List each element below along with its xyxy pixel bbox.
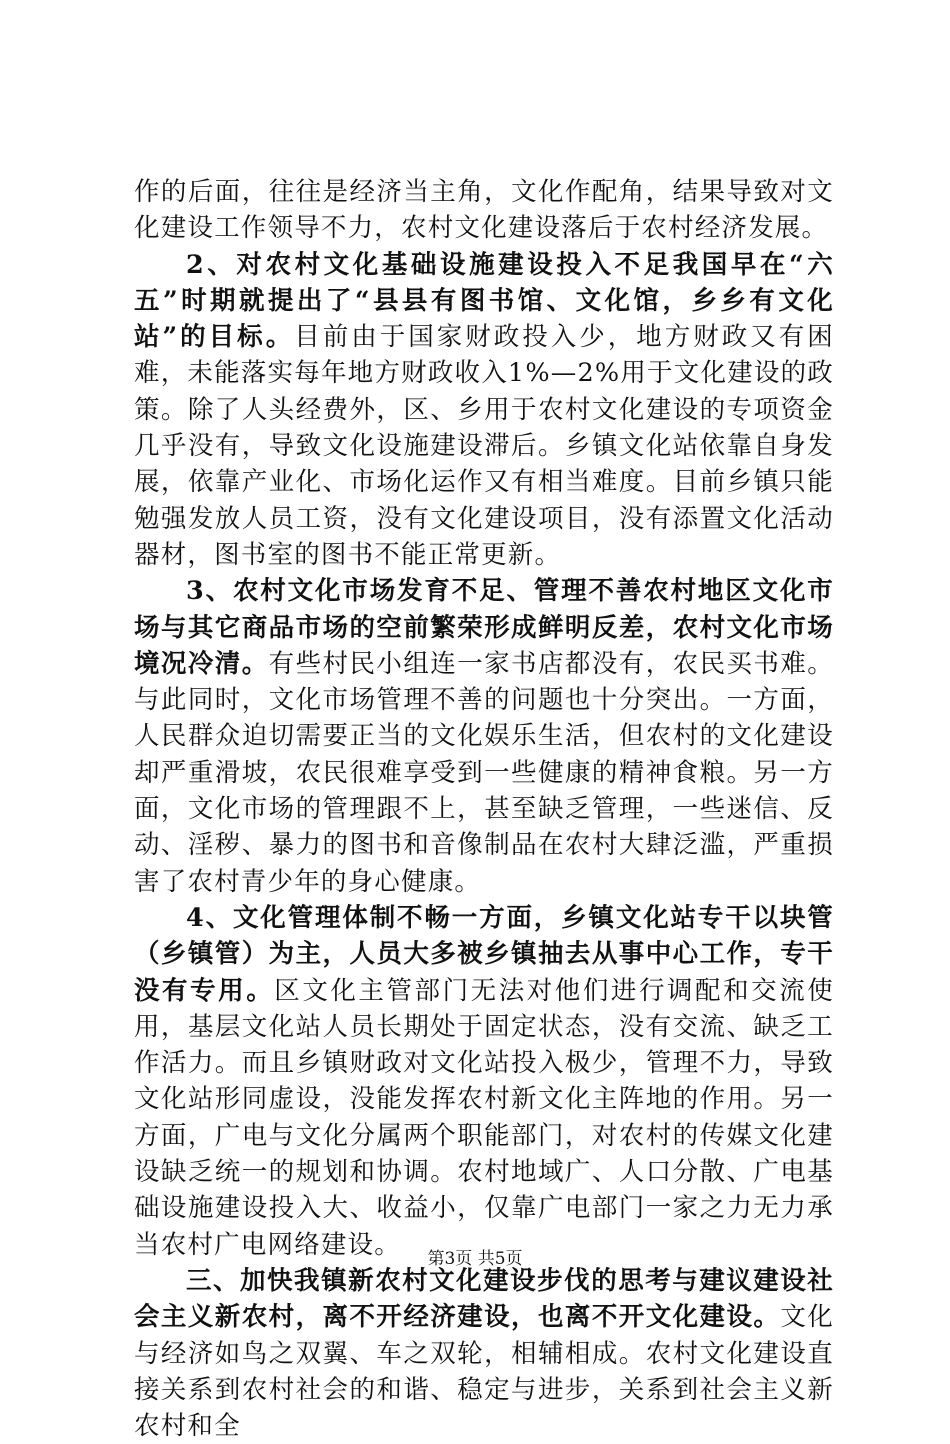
paragraph-5 — [134, 1263, 834, 1444]
paragraph-3-text: 有些村民小组连一家书店都没有，农民买书难。与此同时，文化市场管理不善的问题也十分突出。一方面，人民群众迫切需要正当的文化娱乐生活，但农村的文化建设却严重滑坡，农民很难享受到一些健康的精神食粮。另一方面，文化市场的管理跟不上，甚至缺乏管理，一些迷信、反动、淫秽、暴力的图书和音像制品在农村大肆泛滥，严重损害了农村青少年的身心健康。 — [134, 648, 834, 897]
paragraph-4-text: 区文化主管部门无法对他们进行调配和交流使用，基层文化站人员长期处于固定状态，没有交流、缺乏工作活力。而且乡镇财政对文化站投入极少，管理不力，导致文化站形同虚设，没能发挥农村新文化主阵地的作用。另一方面，广电与文化分属两个职能部门，对农村的传媒文化建设缺乏统一的规划和协调。农村地域广、人口分散、广电基础设施建设投入大、收益小，仅靠广电部门一家之力无力承当农村广电网络建设。 — [134, 975, 834, 1260]
paragraph-3 — [134, 573, 834, 900]
paragraph-5-text: 文化与经济如鸟之双翼、车之双轮，相辅相成。农村文化建设直接关系到农村社会的和谐、稳定与进步，关系到社会主义新农村和全 — [134, 1302, 834, 1442]
paragraph-4 — [134, 900, 834, 1263]
paragraph-5-heading: 三、加快我镇新农村文化建设步伐的思考与建议建设社会主义新农村，离不开经济建设，也离不开文化建设。 — [134, 1265, 834, 1333]
paragraph-2-heading: 2、对农村文化基础设施建设投入不足我国早在“六五”时期就提出了“县县有图书馆、文化馆，乡乡有文化站”的目标。 — [134, 249, 834, 353]
paragraph-2 — [134, 247, 834, 574]
paragraph-2-text: 目前由于国家财政投入少，地方财政又有困难，未能落实每年地方财政收入1%—2%用于文化建设的政策。除了人头经费外，区、乡用于农村文化建设的专项资金几乎没有，导致文化设施建设滞后。乡镇文化站依靠自身发展，依靠产业化、市场化运作又有相当难度。目前乡镇只能勉强发放人员工资，没有文化建设项目，没有添置文化活动器材，图书室的图书不能正常更新。 — [134, 322, 834, 570]
page-footer: 第3页 共5页 — [427, 1249, 523, 1269]
paragraph-3-heading: 3、农村文化市场发育不足、管理不善农村地区文化市场与其它商品市场的空前繁荣形成鲜明反差，农村文化市场境况冷清。 — [134, 576, 834, 679]
paragraph-1 — [134, 174, 834, 247]
paragraph-1-text: 作的后面，往往是经济当主角，文化作配角，结果导致对文化建设工作领导不力，农村文化建设落后于农村经济发展。 — [134, 177, 834, 244]
paragraph-4-heading: 4、文化管理体制不畅一方面，乡镇文化站专干以块管（乡镇管）为主，人员大多被乡镇抽去从事中心工作，专干没有专用。 — [134, 902, 834, 1006]
